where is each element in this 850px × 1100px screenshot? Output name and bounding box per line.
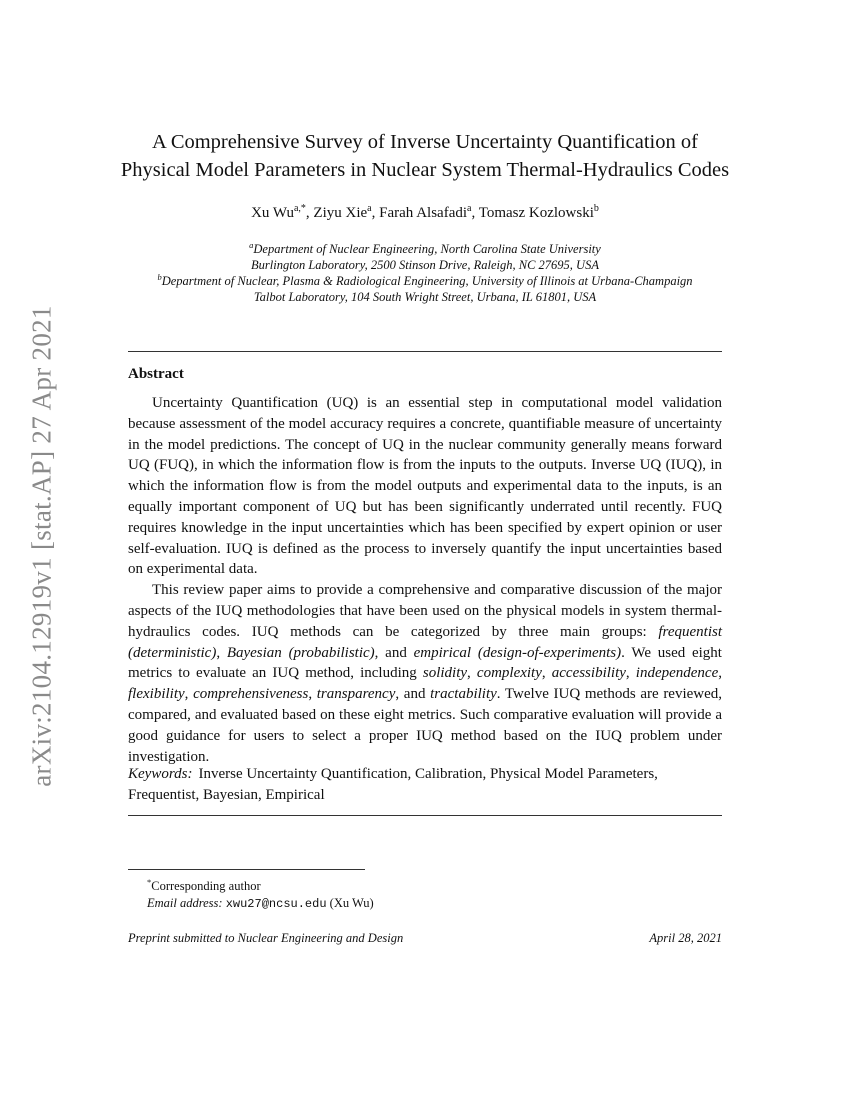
email-address[interactable]: xwu27@ncsu.edu [225, 897, 327, 912]
affiliation-dept: Department of Nuclear, Plasma & Radiological Engineering, University of Illinois at Urbana-Champaign [161, 274, 693, 289]
abstract-bottom-rule [128, 815, 722, 816]
author-affil-mark: a [367, 203, 372, 214]
author-name: Farah Alsafadi [379, 205, 468, 221]
author-name: Ziyu Xie [313, 205, 368, 221]
category-empirical: empirical (design-of-experiments) [413, 644, 622, 661]
metric: complexity [476, 665, 542, 682]
metric: independence [635, 665, 719, 682]
keywords-text: Inverse Uncertainty Quantification, Calibration, Physical Model Parameters, Frequentist, Bayesian, Empirical [128, 766, 658, 803]
footnote [147, 874, 374, 913]
paper-title [100, 128, 750, 184]
metric: comprehensiveness [193, 686, 309, 703]
author-name: Tomasz Kozlowski [478, 205, 594, 221]
metric: tractability [430, 686, 497, 703]
category-frequentist: frequentist (deterministic) [128, 623, 722, 661]
abstract-heading: Abstract [128, 366, 184, 382]
arxiv-identifier: arXiv:2104.12919v1 [stat.AP] 27 Apr 2021 [26, 305, 57, 787]
author-affil-mark: b [593, 203, 599, 214]
author-name: Xu Wu [251, 205, 294, 221]
keywords-label: Keywords: [128, 766, 193, 782]
affiliation-address: Talbot Laboratory, 104 South Wright Street, Urbana, IL 61801, USA [253, 290, 597, 305]
email-label: Email address: [147, 896, 223, 911]
title-line-2: Physical Model Parameters in Nuclear System Thermal-Hydraulics Codes [120, 159, 730, 181]
preprint-note: Preprint submitted to Nuclear Engineering and Design [128, 931, 404, 945]
preprint-date: April 28, 2021 [649, 931, 722, 945]
title-line-1: A Comprehensive Survey of Inverse Uncertainty Quantification of [152, 131, 698, 153]
abstract-body [128, 393, 722, 767]
author-list: Xu $Wu^{a,*}$, Ziyu Xie$^a$, Farah Alsafadi$^a$, Tomasz Kozlowski$^b$ [251, 203, 599, 221]
abstract-paragraph-1: Uncertainty Quantification (UQ) is an essential step in computational model validation because assessment of the model accuracy requires a concrete, quantifiable measure of uncertainty in the model predictions. The concept of UQ in the nuclear community generally means forward UQ (FUQ), in which the information flow is from the inputs to the outputs. Inverse UQ (IUQ), in which the information flow is from the model outputs and experimental data to the inputs, is an equally important component of UQ but has been significantly underrated until recently. FUQ requires knowledge in the input uncertainties which has been specified by expert opinion or user self-evaluation. IUQ is defined as the process to inversely quantify the input uncertainties based on experimental data. [128, 395, 722, 578]
category-bayesian: Bayesian (probabilistic) [226, 644, 375, 661]
metric: transparency [316, 686, 396, 703]
corresponding-author: Corresponding author [151, 879, 261, 894]
metric: solidity [422, 665, 468, 682]
email-owner: (Xu Wu) [329, 896, 374, 911]
abstract-top-rule [128, 351, 722, 352]
metric: flexibility [128, 686, 185, 703]
author-affil-mark: a,* [293, 203, 306, 214]
affiliation-mark: b [157, 272, 162, 282]
affiliation-b [100, 269, 750, 305]
abstract-paragraph-2: This review paper aims to provide a comprehensive and comparative discussion of the major aspects of the IUQ methodologies that have been used on the physical models in system thermal-hydraulics codes. IUQ methods can be categorized by three main groups: frequentist (deterministic), Bayesian (probabilistic), and empirical (design-of-experiments). We used eight metrics to evaluate an IUQ method, including solidity, complexity, accessibility, independence, flexibility, comprehensiveness, transparency, and tractability. Twelve IUQ methods are reviewed, compared, and evaluated based on these eight metrics. Such comparative evaluation will provide a good guidance for users to select a proper IUQ method based on the IUQ problem under investigation. [128, 582, 723, 765]
keywords [128, 764, 722, 806]
metric: accessibility [551, 665, 626, 682]
affiliation-a [100, 237, 750, 273]
affiliation-dept: Department of Nuclear Engineering, North Carolina State University [253, 242, 601, 257]
affiliation-address: Burlington Laboratory, 2500 Stinson Drive, Raleigh, NC 27695, USA [251, 258, 599, 273]
affiliation-mark: a [249, 240, 254, 250]
footnote-mark: * [147, 877, 152, 887]
author-affil-mark: a [467, 203, 472, 214]
footnote-rule [128, 869, 365, 870]
